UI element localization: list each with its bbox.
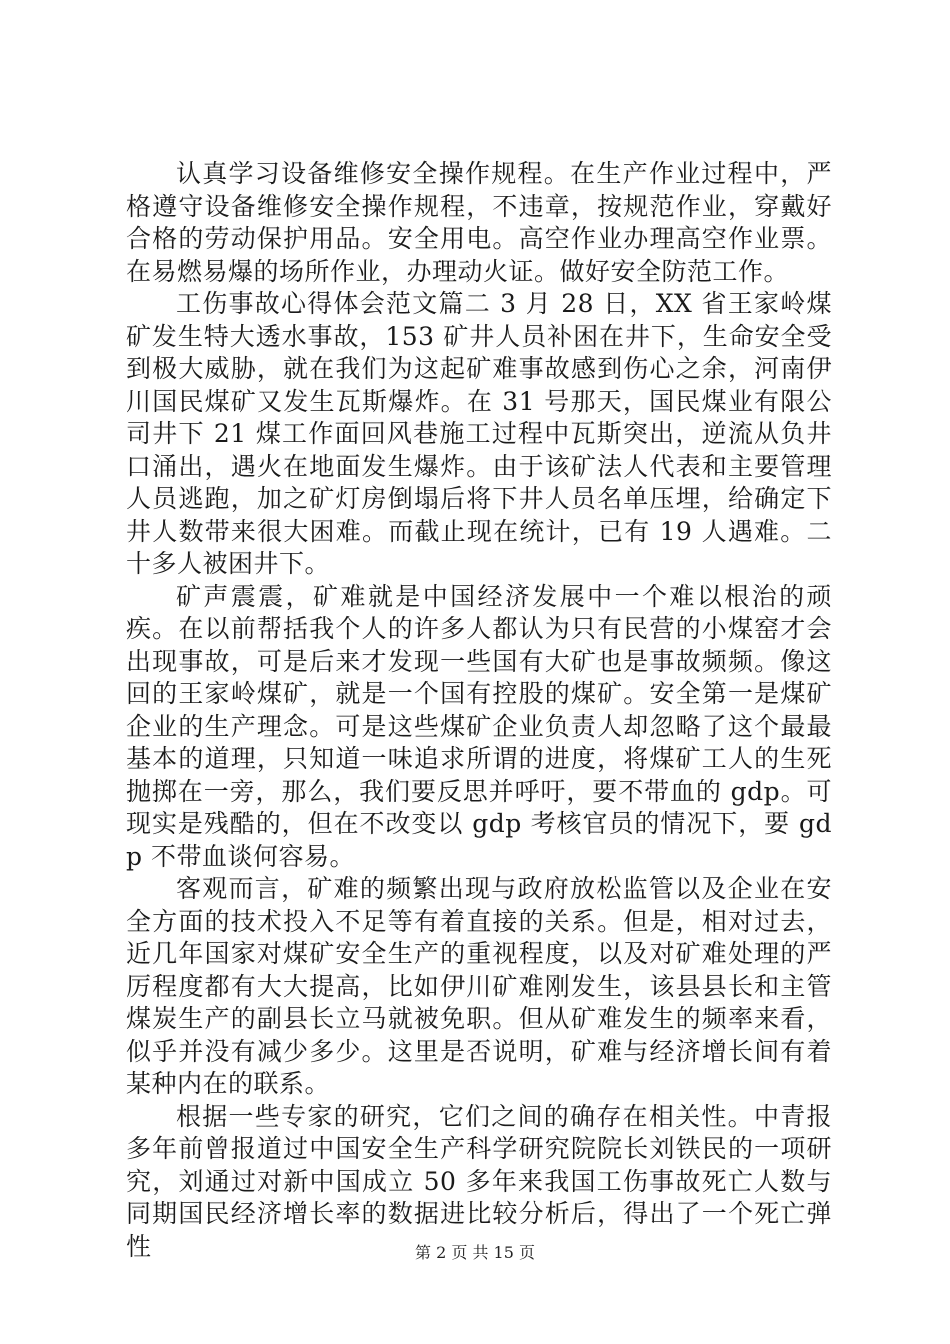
document-body [126, 158, 832, 1263]
page-number-footer: 第 2 页 共 15 页 [415, 1243, 535, 1262]
paragraph: 根据一些专家的研究，它们之间的确存在相关性。中青报多年前曾报道过中国安全生产科学研究院院长刘铁民的一项研究，刘通过对新中国成立 50 多年来我国工伤事故死亡人数与同期国民经济增长率的数据进比较分析后，得出了一个死亡弹性 [126, 1101, 832, 1261]
paragraph: 工伤事故心得体会范文篇二 3 月 28 日，XX 省王家岭煤矿发生特大透水事故，153 矿井人员补困在井下，生命安全受到极大威胁，就在我们为这起矿难事故感到伤心之余，河南伊川国民煤矿又发生瓦斯爆炸。在 31 号那天，国民煤业有限公司井下 21 煤工作面回风巷施工过程中瓦斯突出，逆流从负井口涌出，遇火在地面发生爆炸。由于该矿法人代表和主要管理人员逃跑，加之矿灯房倒塌后将下井人员名单压埋，给确定下井人数带来很大困难。而截止现在统计，已有 19 人遇难。二十多人被困井下。 [126, 289, 832, 578]
paragraph: 矿声震震，矿难就是中国经济发展中一个难以根治的顽疾。在以前帮括我个人的许多人都认为只有民营的小煤窑才会出现事故，可是后来才发现一些国有大矿也是事故频频。像这回的王家岭煤矿，就是一个国有控股的煤矿。安全第一是煤矿企业的生产理念。可是这些煤矿企业负责人却忽略了这个最最基本的道理，只知道一味追求所谓的进度，将煤矿工人的生死抛掷在一旁，那么，我们要反思并呼吁，要不带血的 gdp。可现实是残酷的，但在不改变以 gdp 考核官员的情况下，要 gdp 不带血谈何容易。 [126, 581, 832, 871]
paragraph: 认真学习设备维修安全操作规程。在生产作业过程中，严格遵守设备维修安全操作规程，不违章，按规范作业，穿戴好合格的劳动保护用品。安全用电。高空作业办理高空作业票。在易燃易爆的场所作业，办理动火证。做好安全防范工作。 [126, 159, 832, 286]
paragraph: 客观而言，矿难的频繁出现与政府放松监管以及企业在安全方面的技术投入不足等有着直接的关系。但是，相对过去，近几年国家对煤矿安全生产的重视程度，以及对矿难处理的严厉程度都有大大提高，比如伊川矿难刚发生，该县县长和主管煤炭生产的副县长立马就被免职。但从矿难发生的频率来看，似乎并没有减少多少。这里是否说明，矿难与经济增长间有着某种内在的联系。 [126, 874, 832, 1098]
